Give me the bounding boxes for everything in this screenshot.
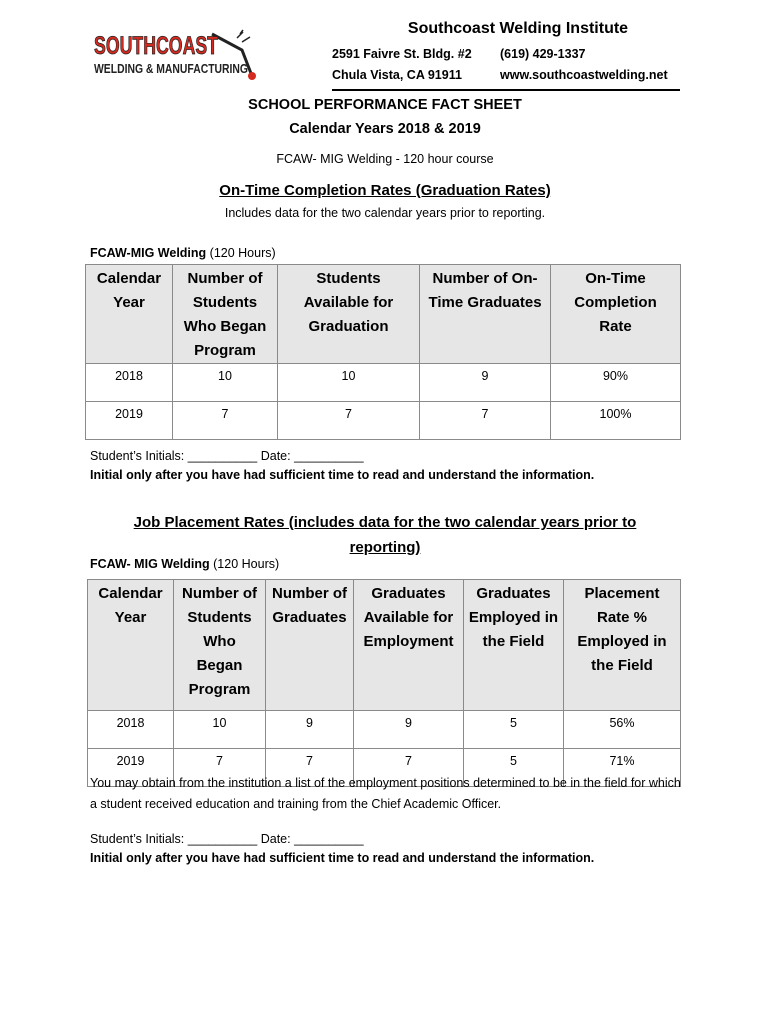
table-cell: 7 <box>266 749 354 787</box>
col-header: Students Available for Graduation <box>278 265 420 364</box>
table-cell: 7 <box>173 402 278 440</box>
table-row <box>86 364 681 402</box>
table-cell: 7 <box>354 749 464 787</box>
street-address: 2591 Faivre St. Bldg. #2 <box>332 47 472 61</box>
col-header: Number of Students Who Began Program <box>174 580 266 711</box>
table-cell: 2019 <box>88 749 174 787</box>
initials-instruction: Initial only after you have had sufficient time to read and understand the information. <box>90 851 595 865</box>
col-header: Graduates Available for Employment <box>354 580 464 711</box>
col-header: Calendar Year <box>88 580 174 711</box>
completion-note: Includes data for the two calendar years prior to reporting. <box>224 206 546 220</box>
website-link[interactable]: www.southcoastwelding.net <box>500 68 668 82</box>
table-cell: 7 <box>420 402 551 440</box>
program-name: FCAW- MIG Welding <box>90 557 210 571</box>
logo-graphic <box>92 30 264 82</box>
city-state-zip: Chula Vista, CA 91911 <box>332 68 462 82</box>
course-name: FCAW- MIG Welding - 120 hour course <box>276 152 494 166</box>
table-cell: 7 <box>174 749 266 787</box>
program-hours: (120 Hours) <box>213 557 280 571</box>
table-cell: 71% <box>564 749 681 787</box>
placement-note: You may obtain from the institution a list of the employment positions determined to be in the field for which a student received education and training from the Chief Academic Officer. <box>90 776 681 811</box>
table-row <box>86 402 681 440</box>
table-cell: 7 <box>278 402 420 440</box>
phone-number: (619) 429-1337 <box>500 47 586 61</box>
initials-line: Student’s Initials: __________ Date: __________ <box>90 449 364 463</box>
table-row <box>88 711 681 749</box>
col-header: On-Time Completion Rate <box>551 265 681 364</box>
completion-program-label <box>90 246 276 260</box>
table-cell: 90% <box>551 364 681 402</box>
table-cell: 9 <box>266 711 354 749</box>
program-hours: (120 Hours) <box>209 246 276 260</box>
initials-instruction: Initial only after you have had sufficient time to read and understand the information. <box>90 468 595 482</box>
table-cell: 2018 <box>88 711 174 749</box>
table-cell: 100% <box>551 402 681 440</box>
table-cell: 10 <box>174 711 266 749</box>
table-cell: 9 <box>420 364 551 402</box>
table-cell: 2018 <box>86 364 173 402</box>
table-cell: 10 <box>278 364 420 402</box>
col-header: Calendar Year <box>86 265 173 364</box>
program-name: FCAW-MIG Welding <box>90 246 207 260</box>
table-cell: 5 <box>464 711 564 749</box>
completion-table <box>85 264 681 440</box>
header-divider <box>332 89 680 91</box>
table-cell: 10 <box>173 364 278 402</box>
initials-line: Student’s Initials: __________ Date: __________ <box>90 832 364 846</box>
col-header: Placement Rate % Employed in the Field <box>564 580 681 711</box>
table-cell: 9 <box>354 711 464 749</box>
placement-program-label <box>90 557 279 571</box>
logo-text-bottom: WELDING & MANUFACTURING <box>94 61 248 76</box>
table-cell: 5 <box>464 749 564 787</box>
city-row <box>332 65 684 86</box>
col-header: Number of Graduates <box>266 580 354 711</box>
col-header: Number of Students Who Began Program <box>173 265 278 364</box>
placement-heading: Job Placement Rates (includes data for the two calendar years prior to reporting) <box>133 514 637 556</box>
table-cell: 56% <box>564 711 681 749</box>
completion-heading: On-Time Completion Rates (Graduation Rates) <box>219 182 551 199</box>
page-title: SCHOOL PERFORMANCE FACT SHEET <box>248 97 522 113</box>
institute-name: Southcoast Welding Institute <box>407 20 629 37</box>
page-subtitle: Calendar Years 2018 & 2019 <box>289 121 481 137</box>
table-header-row <box>88 580 681 711</box>
placement-table <box>87 579 681 787</box>
southcoast-logo <box>92 30 264 82</box>
institute-info <box>332 20 684 86</box>
logo-text-top: SOUTHCOAST <box>94 32 218 60</box>
col-header: Graduates Employed in the Field <box>464 580 564 711</box>
address-row <box>332 44 684 65</box>
table-cell: 2019 <box>86 402 173 440</box>
table-header-row <box>86 265 681 364</box>
col-header: Number of On-Time Graduates <box>420 265 551 364</box>
